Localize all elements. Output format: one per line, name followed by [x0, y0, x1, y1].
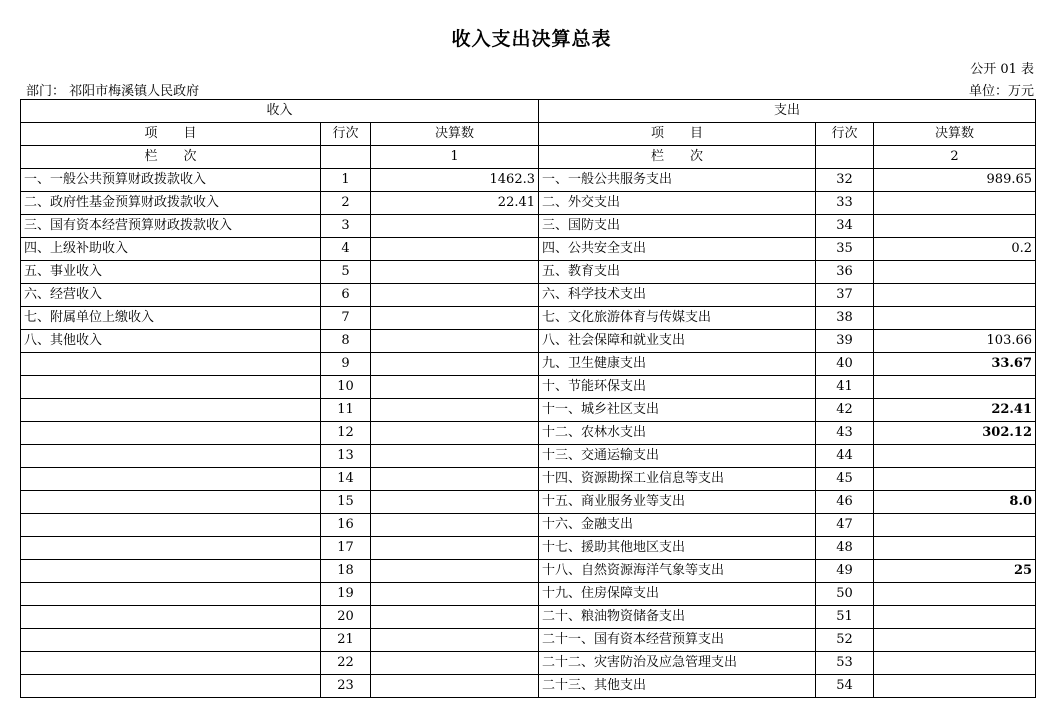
income-item-cell: [21, 583, 321, 606]
expense-item-cell: 十六、金融支出: [539, 514, 816, 537]
column-index-row: [21, 146, 1036, 169]
expense-row-no-cell: 50: [816, 583, 874, 606]
expense-column-number: 2: [874, 146, 1036, 169]
table-row: [21, 629, 1036, 652]
expense-amount-cell: 989.65: [874, 169, 1036, 192]
expense-amount-cell: [874, 652, 1036, 675]
income-item-cell: [21, 445, 321, 468]
table-row: [21, 445, 1036, 468]
expense-amount-cell: 25: [874, 560, 1036, 583]
income-expense-table: [20, 99, 1036, 698]
table-row: [21, 330, 1036, 353]
table-row: [21, 192, 1036, 215]
income-amount-cell: [371, 537, 539, 560]
income-amount-cell: [371, 353, 539, 376]
expense-row-no-cell: 47: [816, 514, 874, 537]
expense-row-no-cell: 41: [816, 376, 874, 399]
income-amount-cell: [371, 307, 539, 330]
expense-amount-cell: [874, 468, 1036, 491]
income-row-no-cell: 10: [321, 376, 371, 399]
expense-item-cell: 六、科学技术支出: [539, 284, 816, 307]
column-header-row: [21, 123, 1036, 146]
table-row: [21, 422, 1036, 445]
expense-column-label: 栏 次: [539, 146, 816, 169]
expense-row-no-header: 行次: [816, 123, 874, 146]
income-row-no-cell: 13: [321, 445, 371, 468]
income-item-cell: 六、经营收入: [21, 284, 321, 307]
expense-item-cell: 十五、商业服务业等支出: [539, 491, 816, 514]
page-title: 收入支出决算总表: [451, 28, 612, 50]
form-number: 公开 01 表: [970, 62, 1034, 77]
table-row: [21, 675, 1036, 698]
income-item-cell: 二、政府性基金预算财政拨款收入: [21, 192, 321, 215]
income-item-cell: [21, 606, 321, 629]
table-row: [21, 606, 1036, 629]
income-item-cell: 五、事业收入: [21, 261, 321, 284]
table-row: [21, 491, 1036, 514]
table-row: [21, 261, 1036, 284]
income-item-header: 项 目: [21, 123, 321, 146]
expense-amount-cell: [874, 192, 1036, 215]
expense-amount-cell: 33.67: [874, 353, 1036, 376]
income-amount-cell: [371, 330, 539, 353]
department-label: 部门： 祁阳市梅溪镇人民政府: [26, 84, 200, 99]
income-row-no-cell: 4: [321, 238, 371, 261]
income-section-header: 收入: [21, 100, 539, 123]
table-row: [21, 353, 1036, 376]
expense-row-no-cell: 33: [816, 192, 874, 215]
expense-amount-cell: 0.2: [874, 238, 1036, 261]
table-row: [21, 376, 1036, 399]
income-amount-cell: [371, 560, 539, 583]
income-amount-cell: 22.41: [371, 192, 539, 215]
income-item-cell: 七、附属单位上缴收入: [21, 307, 321, 330]
income-row-no-cell: 3: [321, 215, 371, 238]
expense-row-no-cell: 53: [816, 652, 874, 675]
expense-item-cell: 二、外交支出: [539, 192, 816, 215]
income-item-cell: [21, 514, 321, 537]
income-row-no-cell: 17: [321, 537, 371, 560]
income-item-cell: 一、一般公共预算财政拨款收入: [21, 169, 321, 192]
income-row-no-cell: 5: [321, 261, 371, 284]
expense-item-cell: 二十二、灾害防治及应急管理支出: [539, 652, 816, 675]
income-row-no-cell: 11: [321, 399, 371, 422]
expense-row-no-cell: 44: [816, 445, 874, 468]
income-row-no-cell: 23: [321, 675, 371, 698]
income-column-number: 1: [371, 146, 539, 169]
expense-row-no-cell: 34: [816, 215, 874, 238]
income-item-cell: [21, 491, 321, 514]
table-row: [21, 284, 1036, 307]
table-row: [21, 468, 1036, 491]
table-row: [21, 583, 1036, 606]
income-amount-cell: [371, 491, 539, 514]
expense-amount-cell: 22.41: [874, 399, 1036, 422]
expense-row-no-cell: 49: [816, 560, 874, 583]
expense-row-no-cell: 37: [816, 284, 874, 307]
expense-item-cell: 十七、援助其他地区支出: [539, 537, 816, 560]
income-amount-cell: [371, 629, 539, 652]
expense-amount-cell: [874, 376, 1036, 399]
expense-amount-cell: [874, 284, 1036, 307]
expense-amount-cell: [874, 629, 1036, 652]
expense-amount-header: 决算数: [874, 123, 1036, 146]
income-item-cell: 四、上级补助收入: [21, 238, 321, 261]
income-row-no-cell: 14: [321, 468, 371, 491]
income-row-no-cell: 16: [321, 514, 371, 537]
expense-item-cell: 十二、农林水支出: [539, 422, 816, 445]
table-body: [21, 169, 1036, 698]
expense-item-cell: 四、公共安全支出: [539, 238, 816, 261]
expense-item-cell: 十三、交通运输支出: [539, 445, 816, 468]
expense-amount-cell: [874, 606, 1036, 629]
income-item-cell: [21, 422, 321, 445]
expense-amount-cell: [874, 445, 1036, 468]
income-row-no-cell: 18: [321, 560, 371, 583]
section-header-row: [21, 100, 1036, 123]
expense-item-cell: 十八、自然资源海洋气象等支出: [539, 560, 816, 583]
empty-cell: [816, 146, 874, 169]
income-item-cell: [21, 629, 321, 652]
table-row: [21, 238, 1036, 261]
income-amount-cell: [371, 514, 539, 537]
expense-amount-cell: 103.66: [874, 330, 1036, 353]
income-amount-cell: [371, 399, 539, 422]
unit-label: 单位：万元: [968, 84, 1034, 99]
expense-item-cell: 二十一、国有资本经营预算支出: [539, 629, 816, 652]
income-row-no-cell: 20: [321, 606, 371, 629]
expense-row-no-cell: 36: [816, 261, 874, 284]
expense-row-no-cell: 35: [816, 238, 874, 261]
expense-item-cell: 三、国防支出: [539, 215, 816, 238]
expense-row-no-cell: 43: [816, 422, 874, 445]
expense-amount-cell: [874, 215, 1036, 238]
income-item-cell: [21, 353, 321, 376]
income-amount-cell: [371, 261, 539, 284]
expense-amount-cell: [874, 514, 1036, 537]
expense-item-cell: 八、社会保障和就业支出: [539, 330, 816, 353]
income-amount-cell: [371, 422, 539, 445]
expense-amount-cell: 8.0: [874, 491, 1036, 514]
income-amount-cell: [371, 215, 539, 238]
income-amount-cell: [371, 606, 539, 629]
income-item-cell: 三、国有资本经营预算财政拨款收入: [21, 215, 321, 238]
expense-item-cell: 十一、城乡社区支出: [539, 399, 816, 422]
income-row-no-cell: 7: [321, 307, 371, 330]
income-row-no-header: 行次: [321, 123, 371, 146]
expense-amount-cell: [874, 537, 1036, 560]
income-row-no-cell: 8: [321, 330, 371, 353]
expense-row-no-cell: 51: [816, 606, 874, 629]
income-item-cell: [21, 560, 321, 583]
income-row-no-cell: 15: [321, 491, 371, 514]
income-item-cell: 八、其他收入: [21, 330, 321, 353]
expense-section-header: 支出: [539, 100, 1036, 123]
income-item-cell: [21, 376, 321, 399]
income-amount-cell: [371, 583, 539, 606]
income-row-no-cell: 6: [321, 284, 371, 307]
expense-item-cell: 二十、粮油物资储备支出: [539, 606, 816, 629]
income-row-no-cell: 12: [321, 422, 371, 445]
expense-item-cell: 十九、住房保障支出: [539, 583, 816, 606]
table-row: [21, 169, 1036, 192]
table-row: [21, 307, 1036, 330]
expense-item-cell: 十四、资源勘探工业信息等支出: [539, 468, 816, 491]
expense-amount-cell: [874, 261, 1036, 284]
income-row-no-cell: 19: [321, 583, 371, 606]
income-amount-cell: [371, 675, 539, 698]
income-amount-cell: 1462.3: [371, 169, 539, 192]
income-item-cell: [21, 537, 321, 560]
income-item-cell: [21, 675, 321, 698]
table-row: [21, 514, 1036, 537]
income-amount-cell: [371, 468, 539, 491]
expense-row-no-cell: 48: [816, 537, 874, 560]
table-row: [21, 560, 1036, 583]
expense-item-header: 项 目: [539, 123, 816, 146]
expense-row-no-cell: 42: [816, 399, 874, 422]
income-row-no-cell: 21: [321, 629, 371, 652]
expense-amount-cell: 302.12: [874, 422, 1036, 445]
expense-amount-cell: [874, 307, 1036, 330]
expense-row-no-cell: 54: [816, 675, 874, 698]
income-item-cell: [21, 652, 321, 675]
income-item-cell: [21, 399, 321, 422]
expense-item-cell: 五、教育支出: [539, 261, 816, 284]
expense-amount-cell: [874, 675, 1036, 698]
empty-cell: [321, 146, 371, 169]
income-amount-cell: [371, 238, 539, 261]
expense-item-cell: 十、节能环保支出: [539, 376, 816, 399]
income-item-cell: [21, 468, 321, 491]
income-row-no-cell: 2: [321, 192, 371, 215]
expense-row-no-cell: 39: [816, 330, 874, 353]
expense-item-cell: 七、文化旅游体育与传媒支出: [539, 307, 816, 330]
expense-item-cell: 二十三、其他支出: [539, 675, 816, 698]
table-row: [21, 652, 1036, 675]
expense-item-cell: 九、卫生健康支出: [539, 353, 816, 376]
table-row: [21, 399, 1036, 422]
income-row-no-cell: 22: [321, 652, 371, 675]
income-row-no-cell: 1: [321, 169, 371, 192]
income-column-label: 栏 次: [21, 146, 321, 169]
income-amount-cell: [371, 284, 539, 307]
table-row: [21, 537, 1036, 560]
expense-row-no-cell: 32: [816, 169, 874, 192]
expense-row-no-cell: 45: [816, 468, 874, 491]
expense-item-cell: 一、一般公共服务支出: [539, 169, 816, 192]
income-row-no-cell: 9: [321, 353, 371, 376]
expense-row-no-cell: 38: [816, 307, 874, 330]
expense-row-no-cell: 52: [816, 629, 874, 652]
income-amount-cell: [371, 376, 539, 399]
income-amount-header: 决算数: [371, 123, 539, 146]
income-amount-cell: [371, 652, 539, 675]
expense-row-no-cell: 46: [816, 491, 874, 514]
table-row: [21, 215, 1036, 238]
income-amount-cell: [371, 445, 539, 468]
expense-row-no-cell: 40: [816, 353, 874, 376]
expense-amount-cell: [874, 583, 1036, 606]
